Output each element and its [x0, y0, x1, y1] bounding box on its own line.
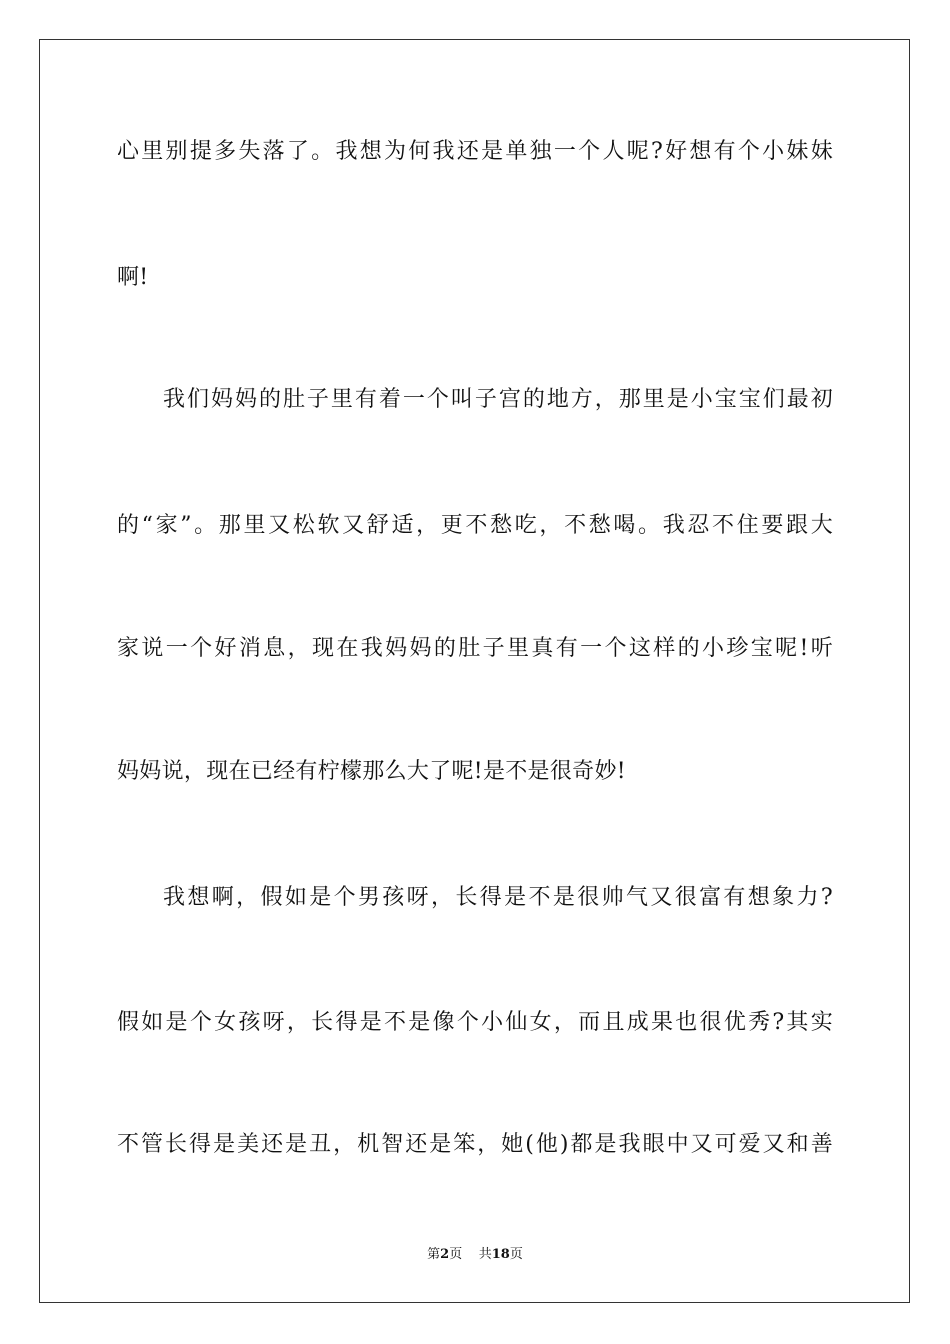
text-line-7: 我想啊，假如是个男孩呀，长得是不是很帅气又很富有想象力?	[163, 885, 833, 910]
text-line-5: 家说一个好消息，现在我妈妈的肚子里真有一个这样的小珍宝呢!听	[117, 636, 833, 661]
page-footer	[0, 1246, 950, 1264]
text-line-6: 妈妈说，现在已经有柠檬那么大了呢!是不是很奇妙!	[117, 759, 626, 784]
text-line-9: 不管长得是美还是丑，机智还是笨，她(他)都是我眼中又可爱又和善	[117, 1132, 833, 1157]
footer-page-total: 18	[491, 1247, 510, 1262]
page-frame	[39, 39, 910, 1303]
text-line-1: 心里别提多失落了。我想为何我还是单独一个人呢?好想有个小妹妹	[117, 139, 833, 164]
text-line-3: 我们妈妈的肚子里有着一个叫子宫的地方，那里是小宝宝们最初	[163, 387, 833, 412]
footer-total-prefix: 共	[478, 1247, 492, 1262]
text-line-4: 的“家”。那里又松软又舒适，更不愁吃，不愁喝。我忍不住要跟大	[117, 513, 833, 538]
footer-page-prefix: 第	[427, 1247, 441, 1262]
footer-page-current: 2	[440, 1247, 450, 1262]
footer-total-unit: 页	[509, 1247, 523, 1262]
text-line-8: 假如是个女孩呀，长得是不是像个小仙女，而且成果也很优秀?其实	[117, 1010, 833, 1035]
footer-page-unit: 页	[449, 1247, 463, 1262]
text-line-2: 啊!	[117, 265, 149, 290]
